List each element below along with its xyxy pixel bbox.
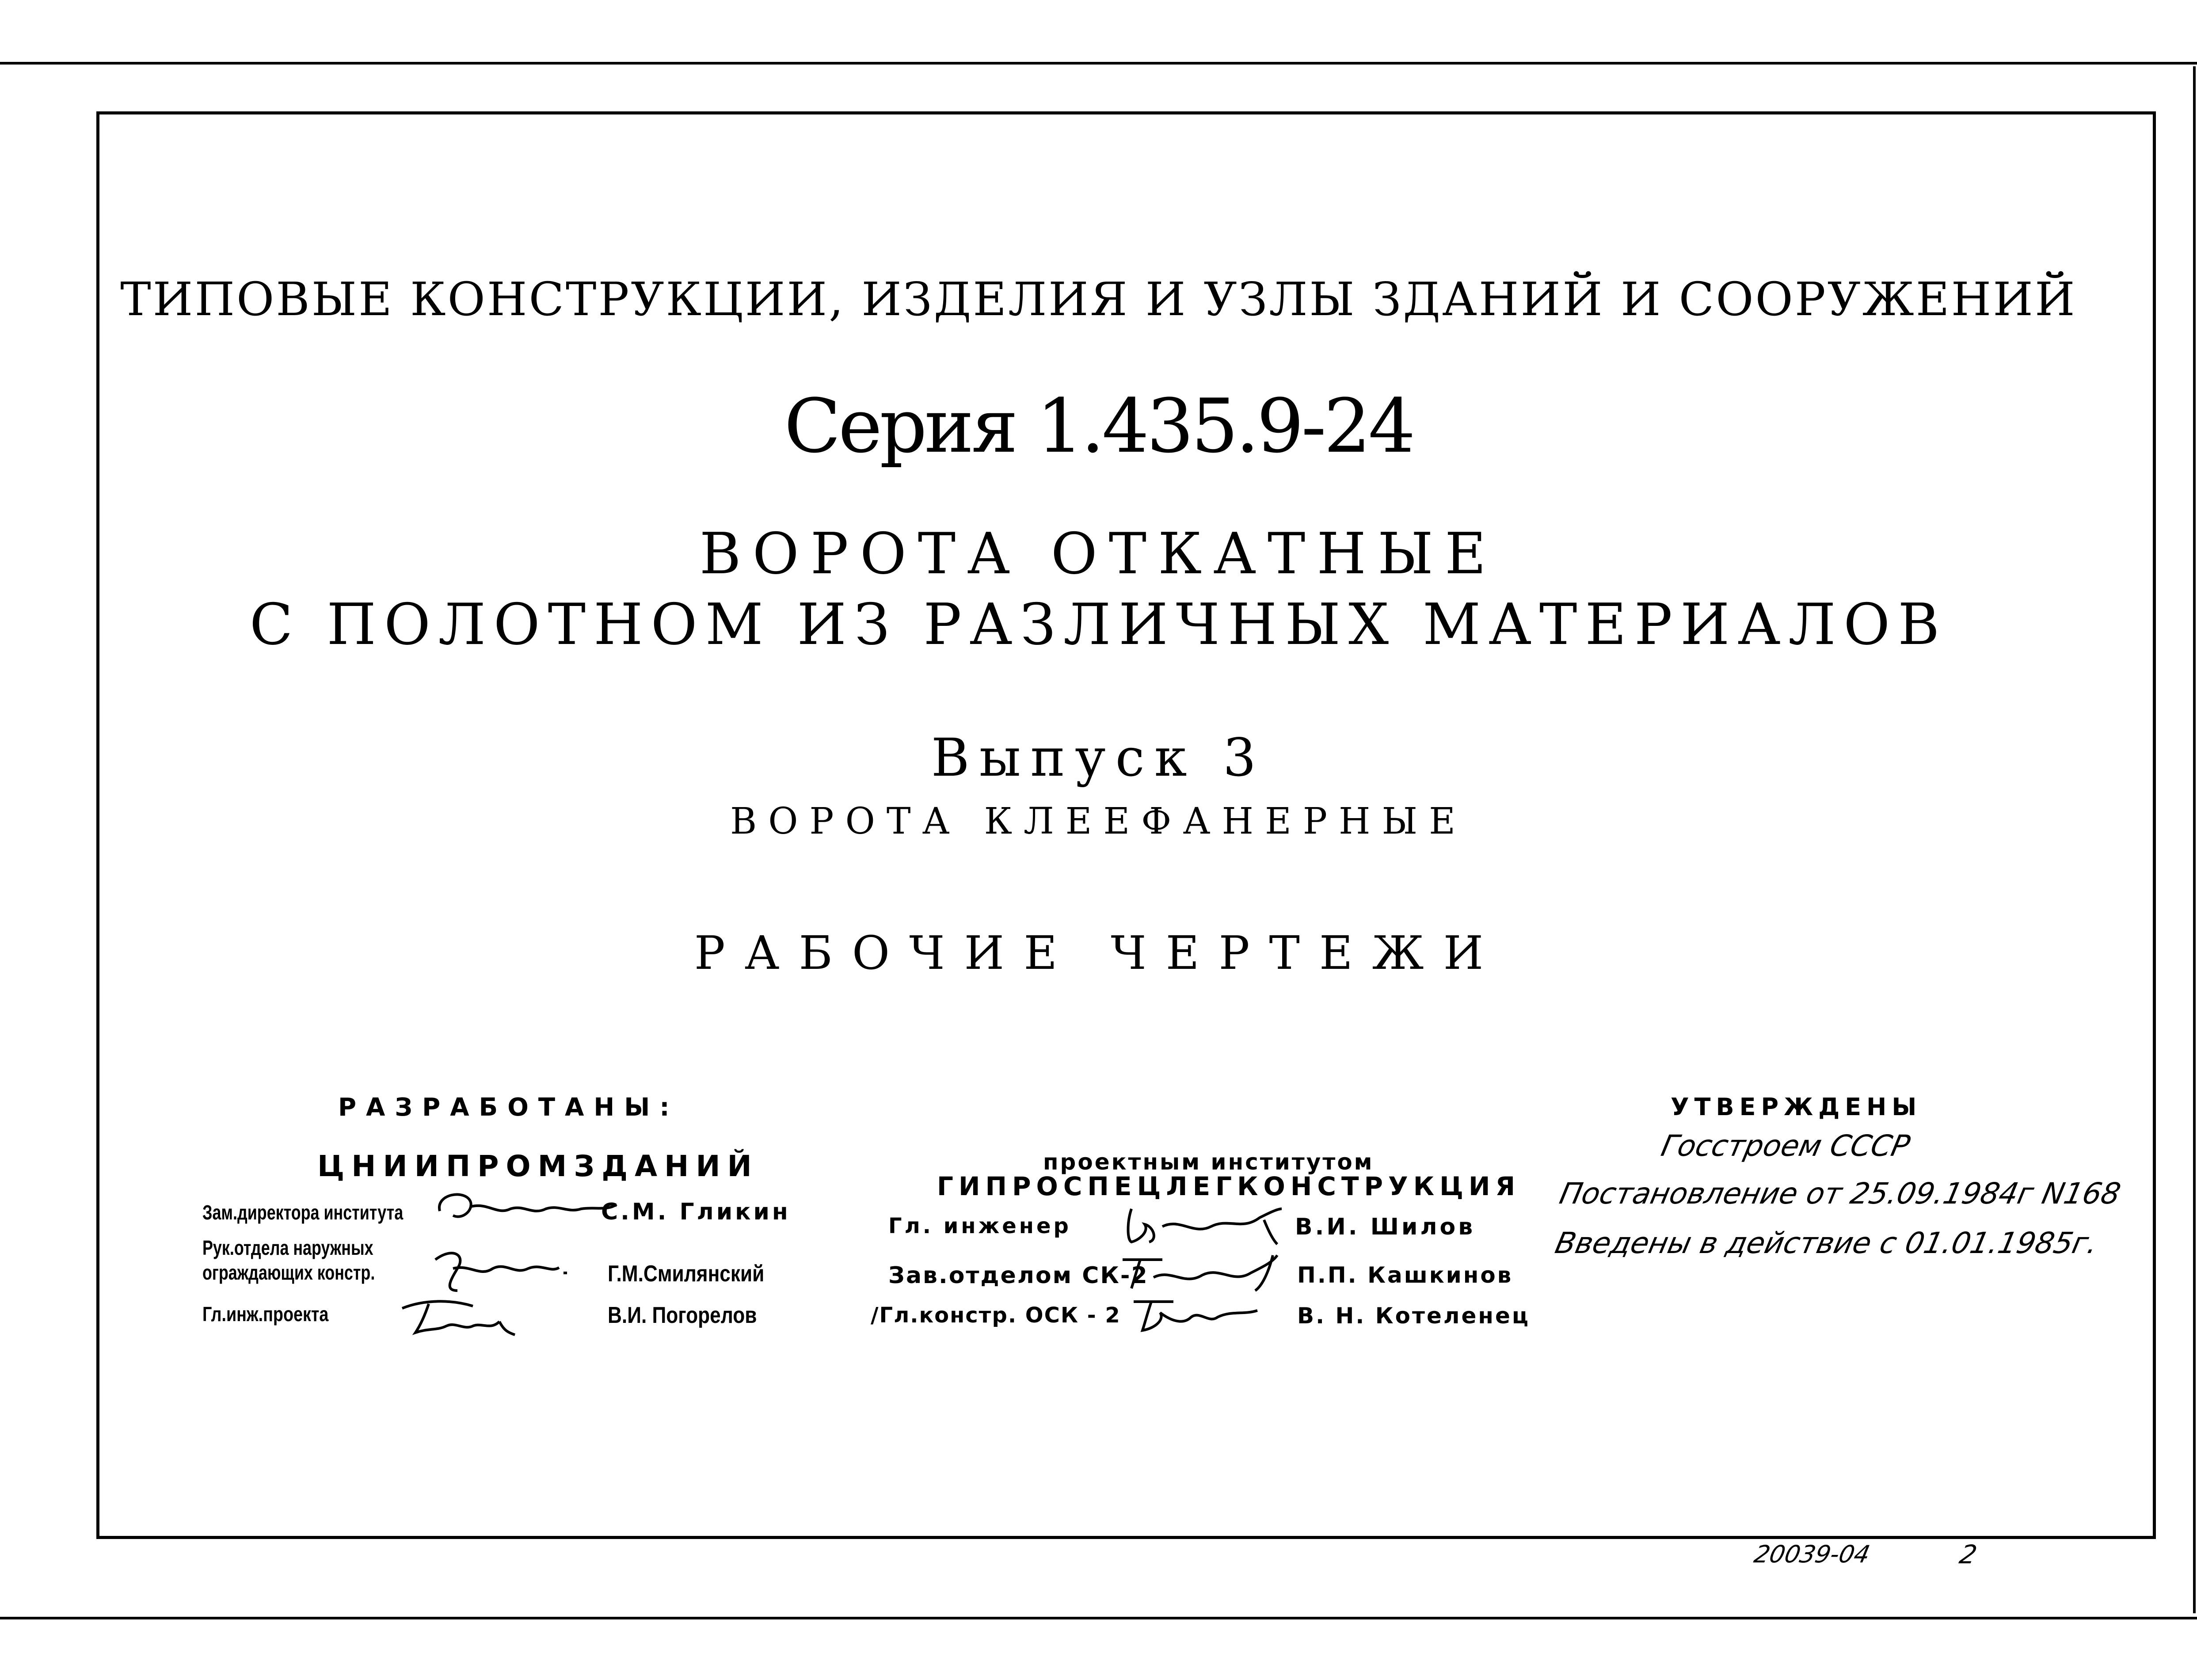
proj-role-2: Зав.отделом СК-2 [888,1262,1149,1289]
issue-name: ВОРОТА КЛЕЕФАНЕРНЫЕ [730,800,1467,842]
title-line-2: С ПОЛОТНОМ ИЗ РАЗЛИЧНЫХ МАТЕРИАЛОВ [249,592,1948,658]
signature-shilov [1123,1200,1291,1249]
document-type: РАБОЧИЕ ЧЕРТЕЖИ [694,926,1503,980]
dev-name-2: Г.М.Смилянский [608,1261,765,1287]
proj-name-1: В.И. Шилов [1295,1214,1476,1240]
footer-page-number: 2 [1957,1539,1980,1570]
approved-effective: Введены в действие с 01.01.1985г. [1552,1226,2101,1260]
dev-role-1: Зам.директора института [202,1201,404,1224]
dev-role-2b: ограждающих констр. [202,1261,375,1284]
signature-glikin [435,1185,621,1229]
dev-name-1: С.М. Гликин [601,1199,791,1225]
signature-kashkinov [1109,1246,1286,1299]
series-number: Серия 1.435.9-24 [784,383,1413,469]
proj-name-2: П.П. Кашкинов [1297,1262,1513,1288]
bottom-trim-line [0,1617,2197,1619]
proj-role-3: /Гл.констр. ОСК - 2 [871,1303,1121,1328]
dev-name-3: В.И. Погорелов [608,1303,757,1328]
signature-pogorelov [398,1291,530,1339]
proj-role-1: Гл. инженер [888,1214,1071,1238]
dev-role-3: Гл.инж.проекта [202,1303,329,1326]
signature-kotelenets [1125,1293,1266,1337]
project-institute: ГИПРОСПЕЦЛЕГКОНСТРУКЦИЯ [937,1171,1521,1201]
title-line-1: ВОРОТА ОТКАТНЫЕ [699,521,1498,587]
issue-number: Выпуск 3 [931,727,1266,788]
footer-code: 20039-04 [1752,1540,1873,1568]
top-trim-line [0,62,2197,65]
developed-institute: ЦНИИПРОМЗДАНИЙ [317,1149,759,1183]
series-title: ТИПОВЫЕ КОНСТРУКЦИИ, ИЗДЕЛИЯ И УЗЛЫ ЗДАНИЙ И СООРУЖЕНИЙ [120,272,2077,326]
dev-role-2a: Рук.отдела наружных [202,1236,373,1259]
developed-label: РАЗРАБОТАНЫ: [338,1093,679,1122]
proj-name-3: В. Н. Котеленец [1297,1303,1530,1329]
project-label: проектным институтом [1043,1149,1374,1175]
approved-decree: Постановление от 25.09.1984г N168 [1556,1177,2124,1211]
approved-label: УТВЕРЖДЕНЫ [1671,1093,1922,1121]
approved-by: Госстроем СССР [1658,1129,1913,1163]
